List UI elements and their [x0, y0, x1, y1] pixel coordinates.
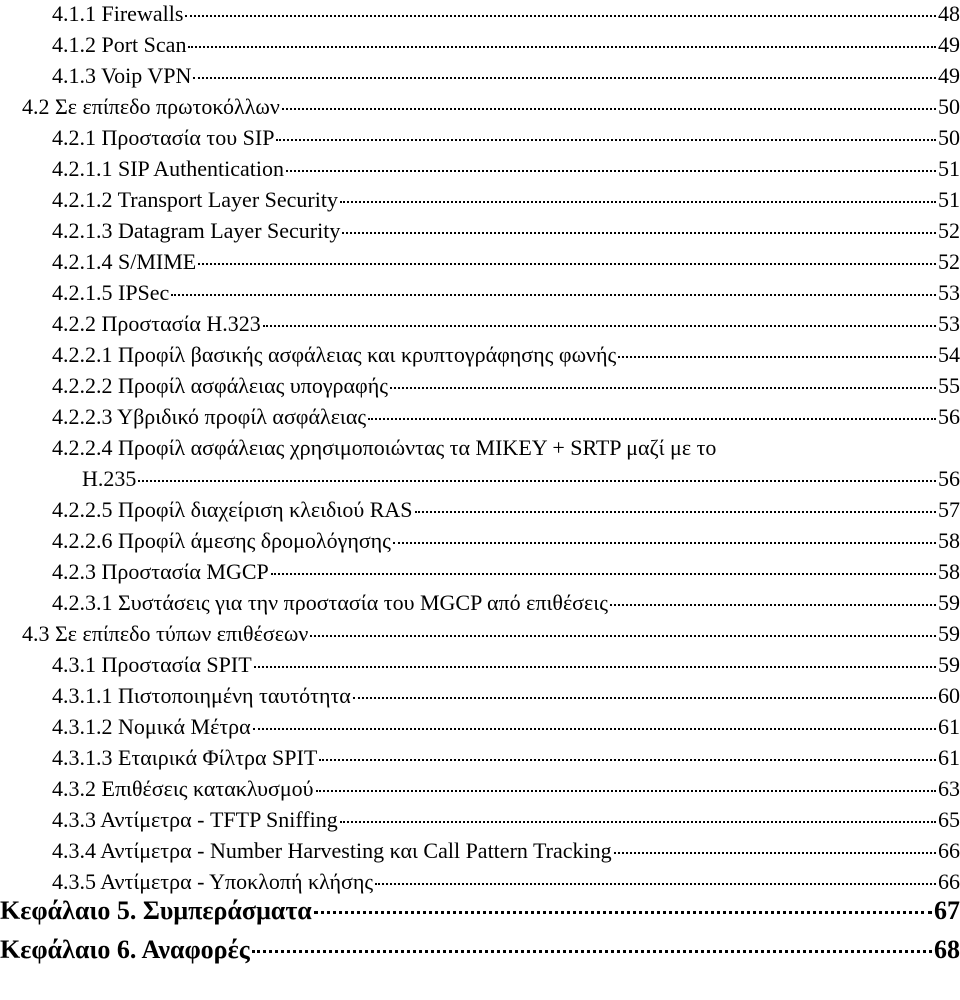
dot-leader — [353, 697, 936, 699]
toc-chapter-label: Κεφάλαιο 6. Αναφορές — [0, 935, 250, 964]
dot-leader — [185, 15, 936, 17]
toc-page-number: 67 — [934, 896, 960, 925]
toc-entry[interactable] — [22, 94, 960, 120]
toc-page-number: 56 — [938, 466, 960, 491]
toc-entry[interactable] — [52, 125, 960, 151]
dot-leader — [193, 77, 936, 79]
toc-page-number: 59 — [938, 621, 960, 646]
toc-entry[interactable] — [52, 156, 960, 182]
dot-leader — [314, 911, 932, 914]
toc-entry-label: 4.1.3 Voip VPN — [52, 63, 192, 88]
toc-entry[interactable] — [52, 1, 960, 27]
dot-leader — [310, 635, 936, 637]
toc-page-number: 51 — [938, 156, 960, 181]
toc-entry-label: 4.3.4 Αντίμετρα - Number Harvesting και Call Pattern Tracking — [52, 838, 612, 863]
dot-leader — [342, 232, 936, 234]
dot-leader — [286, 170, 936, 172]
toc-page-number: 58 — [938, 559, 960, 584]
toc-entry[interactable] — [52, 187, 960, 213]
toc-entry-label: 4.1.1 Firewalls — [52, 1, 184, 26]
toc-entry-label: 4.2.2.6 Προφίλ άμεσης δρομολόγησης — [52, 528, 391, 553]
toc-entry-label: 4.3.1.2 Νομικά Μέτρα — [52, 714, 251, 739]
toc-entry-label: 4.2.1.3 Datagram Layer Security — [52, 218, 341, 243]
toc-entry-label: 4.3.5 Αντίμετρα - Υποκλοπή κλήσης — [52, 869, 374, 894]
toc-entry[interactable] — [52, 218, 960, 244]
toc-entry[interactable] — [52, 342, 960, 368]
toc-entry-label: 4.2.1.5 IPSec — [52, 280, 170, 305]
toc-entry[interactable] — [52, 280, 960, 306]
toc-entry-label: 4.2.2.5 Προφίλ διαχείριση κλειδιού RAS — [52, 497, 413, 522]
dot-leader — [282, 108, 936, 110]
toc-entry[interactable] — [52, 559, 960, 585]
toc-entry[interactable] — [52, 869, 960, 895]
toc-page-number: 57 — [938, 497, 960, 522]
toc-page-number: 58 — [938, 528, 960, 553]
toc-entry-label: 4.2.1.1 SIP Authentication — [52, 156, 285, 181]
toc-page-number: 61 — [938, 745, 960, 770]
toc-entry[interactable] — [52, 528, 960, 554]
dot-leader — [198, 263, 936, 265]
toc-page-number: 48 — [938, 1, 960, 26]
toc-entry[interactable] — [52, 652, 960, 678]
toc-entry[interactable] — [52, 838, 960, 864]
toc-entry-label: 4.2.1.2 Transport Layer Security — [52, 187, 338, 212]
toc-entry[interactable] — [52, 497, 960, 523]
dot-leader — [614, 852, 936, 854]
dot-leader — [138, 480, 936, 482]
dot-leader — [340, 821, 936, 823]
toc-entry[interactable] — [52, 745, 960, 771]
toc-page-number: 52 — [938, 218, 960, 243]
dot-leader — [188, 46, 936, 48]
toc-page-number: 53 — [938, 311, 960, 336]
toc-entry-label: 4.3.1.3 Εταιρικά Φίλτρα SPIT — [52, 745, 318, 770]
dot-leader — [375, 883, 936, 885]
toc-chapter-label: Κεφάλαιο 5. Συμπεράσματα — [0, 896, 312, 925]
toc-page-number: 54 — [938, 342, 960, 367]
dot-leader — [368, 418, 936, 420]
dot-leader — [271, 573, 936, 575]
dot-leader — [340, 201, 936, 203]
toc-entry[interactable] — [52, 311, 960, 337]
toc-entry[interactable] — [52, 32, 960, 58]
toc-page-number: 53 — [938, 280, 960, 305]
toc-page-number: 65 — [938, 807, 960, 832]
toc-entry-label: 4.2 Σε επίπεδο πρωτοκόλλων — [22, 94, 280, 119]
dot-leader — [618, 356, 936, 358]
toc-entry-label: 4.3.1.1 Πιστοποιημένη ταυτότητα — [52, 683, 351, 708]
toc-entry[interactable] — [52, 590, 960, 616]
toc-entry-label: 4.2.3.1 Συστάσεις για την προστασία του MGCP από επιθέσεις — [52, 590, 608, 615]
toc-entry[interactable] — [22, 621, 960, 647]
toc-page-number: 59 — [938, 590, 960, 615]
dot-leader — [319, 759, 936, 761]
toc-entry-label: 4.3.3 Αντίμετρα - TFTP Sniffing — [52, 807, 338, 832]
dot-leader — [390, 387, 936, 389]
dot-leader — [252, 950, 932, 953]
dot-leader — [610, 604, 936, 606]
toc-page-number: 63 — [938, 776, 960, 801]
toc-page-number: 49 — [938, 63, 960, 88]
toc-entry[interactable] — [52, 776, 960, 802]
toc-entry[interactable] — [52, 714, 960, 740]
toc-entry[interactable] — [52, 249, 960, 275]
dot-leader — [316, 790, 936, 792]
dot-leader — [253, 728, 936, 730]
toc-entry-label: 4.2.2.2 Προφίλ ασφάλειας υπογραφής — [52, 373, 388, 398]
toc-page-number: 55 — [938, 373, 960, 398]
toc-entry[interactable] — [52, 683, 960, 709]
toc-page-number: 50 — [938, 125, 960, 150]
toc-entry-label: 4.1.2 Port Scan — [52, 32, 187, 57]
toc-entry-label: 4.2.2.3 Υβριδικό προφίλ ασφάλειας — [52, 404, 367, 429]
toc-page-number: 56 — [938, 404, 960, 429]
toc-page-number: 50 — [938, 94, 960, 119]
toc-page-number: 49 — [938, 32, 960, 57]
toc-page-number: 61 — [938, 714, 960, 739]
toc-entry-label: 4.2.3 Προστασία MGCP — [52, 559, 269, 584]
dot-leader — [415, 511, 936, 513]
toc-entry-label-first-line[interactable]: 4.2.2.4 Προφίλ ασφάλειας χρησιμοποιώντας τα MIKEY + SRTP μαζί με το — [52, 435, 717, 460]
toc-entry-label: H.235 — [82, 466, 137, 491]
dot-leader — [276, 139, 936, 141]
dot-leader — [263, 325, 936, 327]
toc-entry-label: 4.2.1 Προστασία του SIP — [52, 125, 275, 150]
toc-entry-label: 4.2.2 Προστασία H.323 — [52, 311, 261, 336]
toc-entry-label: 4.2.2.1 Προφίλ βασικής ασφάλειας και κρυπτογράφησης φωνής — [52, 342, 617, 367]
toc-page-number: 66 — [938, 838, 960, 863]
dot-leader — [254, 666, 936, 668]
toc-entry-label: 4.3.2 Επιθέσεις κατακλυσμού — [52, 776, 314, 801]
toc-entry-continuation[interactable] — [82, 466, 960, 492]
toc-entry-label: 4.2.1.4 S/MIME — [52, 249, 197, 274]
toc-page-number: 66 — [938, 869, 960, 894]
toc-entry-label: 4.3 Σε επίπεδο τύπων επιθέσεων — [22, 621, 309, 646]
toc-page-number: 60 — [938, 683, 960, 708]
toc-page-number: 68 — [934, 935, 960, 964]
toc-entry[interactable] — [52, 63, 960, 89]
toc-page-number: 59 — [938, 652, 960, 677]
toc-entry[interactable] — [52, 404, 960, 430]
dot-leader — [393, 542, 936, 544]
toc-chapter-entry[interactable] — [0, 935, 960, 965]
toc-page-number: 51 — [938, 187, 960, 212]
toc-entry-label: 4.3.1 Προστασία SPIT — [52, 652, 252, 677]
toc-page-number: 52 — [938, 249, 960, 274]
toc-entry[interactable] — [52, 807, 960, 833]
toc-entry[interactable] — [52, 373, 960, 399]
dot-leader — [171, 294, 936, 296]
toc-chapter-entry[interactable] — [0, 896, 960, 926]
